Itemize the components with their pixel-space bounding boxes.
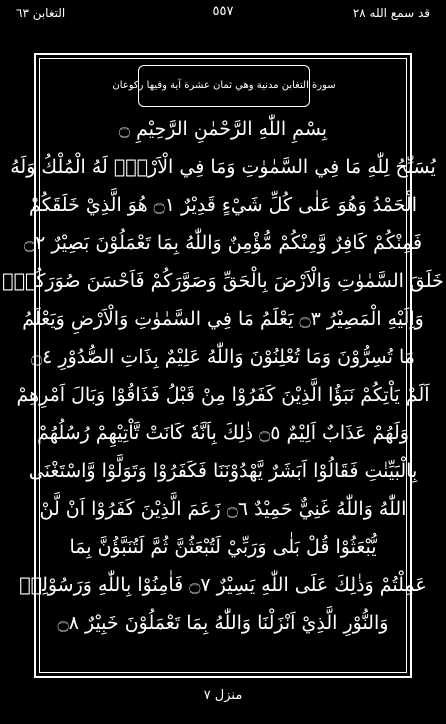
page-number: ٥٥٧ (212, 4, 234, 19)
verse-line: وَاِلَيْهِ الْمَصِيْرُ ۝٣ يَعْلَمُ مَا فِي السَّمٰوٰتِ وَالْاَرْضِ وَيَعْلَمُ (22, 308, 424, 330)
verse-line: فَمِنْكُمْ كَافِرٌ وَّمِنْكُمْ مُّؤْمِنٌ وَاللّٰهُ بِمَا تَعْمَلُوْنَ بَصِيْرٌ ۝٢ (23, 232, 423, 254)
basmala: بِسْمِ اللّٰهِ الرَّحْمٰنِ الرَّحِيْمِ ۝ (118, 118, 328, 140)
verse-line: وَالنُّوْرِ الَّذِيْ اَنْزَلْنَا وَاللّٰهُ بِمَا تَعْمَلُوْنَ خَبِيْرٌ ۝٨ (57, 612, 389, 634)
juz-label: قد سمع الله ٢٨ (352, 6, 430, 20)
verse-line: الْحَمْدُ وَهُوَ عَلٰى كُلِّ شَيْءٍ قَدِيْرٌ ۝١ هُوَ الَّذِيْ خَلَقَكُمْ (29, 194, 417, 216)
verse-line: مَا تُسِرُّوْنَ وَمَا تُعْلِنُوْنَ وَاللّٰهُ عَلِيْمٌ بِذَاتِ الصُّدُوْرِ ۝٤ (31, 346, 415, 368)
page-frame (2, 53, 444, 678)
verse-line: عَمِلْتُمْ وَذٰلِكَ عَلَى اللّٰهِ يَسِيْرٌ ۝٧ فَاٰمِنُوْا بِاللّٰهِ وَرَسُوْلِهٖ (19, 574, 427, 596)
verse-line: بِالْبَيِّنٰتِ فَقَالُوْا اَبَشَرٌ يَّهْدُوْنَنَا فَكَفَرُوْا وَتَوَلَّوْا وَّاسْتَغْنَى (28, 460, 418, 482)
verse-line: يُسَبِّحُ لِلّٰهِ مَا فِي السَّمٰوٰتِ وَمَا فِي الْاَرْضِۚ لَهُ الْمُلْكُ وَلَهُ (10, 156, 436, 178)
surah-title-box (112, 65, 336, 107)
verse-line: اَلَمْ يَاْتِكُمْ نَبَؤُا الَّذِيْنَ كَفَرُوْا مِنْ قَبْلُ فَذَاقُوْا وَبَالَ اَمْرِهِمْ (16, 384, 430, 406)
verse-line: خَلَقَ السَّمٰوٰتِ وَالْاَرْضَ بِالْحَقِّ وَصَوَّرَكُمْ فَاَحْسَنَ صُوَرَكُمْۚ (2, 270, 444, 292)
verse-line: اللّٰهُ وَاللّٰهُ غَنِيٌّ حَمِيْدٌ ۝٦ زَعَمَ الَّذِيْنَ كَفَرُوْا اَنْ لَّنْ (39, 498, 407, 520)
verse-line: يُّبْعَثُوْا قُلْ بَلٰى وَرَبِّيْ لَتُبْعَثُنَّ ثُمَّ لَتُنَبَّؤُنَّ بِمَا (69, 536, 377, 558)
manzil-footer: منزل ٧ (203, 688, 243, 703)
surah-title-line-1: سورة التغابن مدنية وهي ثمان عشرة آية وفيها ركوعان (112, 80, 336, 91)
surah-name-header: التغابن ٦٣ (16, 6, 66, 20)
verse-line: وَلَهُمْ عَذَابٌ اَلِيْمٌ ۝٥ ذٰلِكَ بِاَنَّهٗ كَانَتْ تَّاْتِيْهِمْ رُسُلُهُمْ (37, 422, 409, 444)
